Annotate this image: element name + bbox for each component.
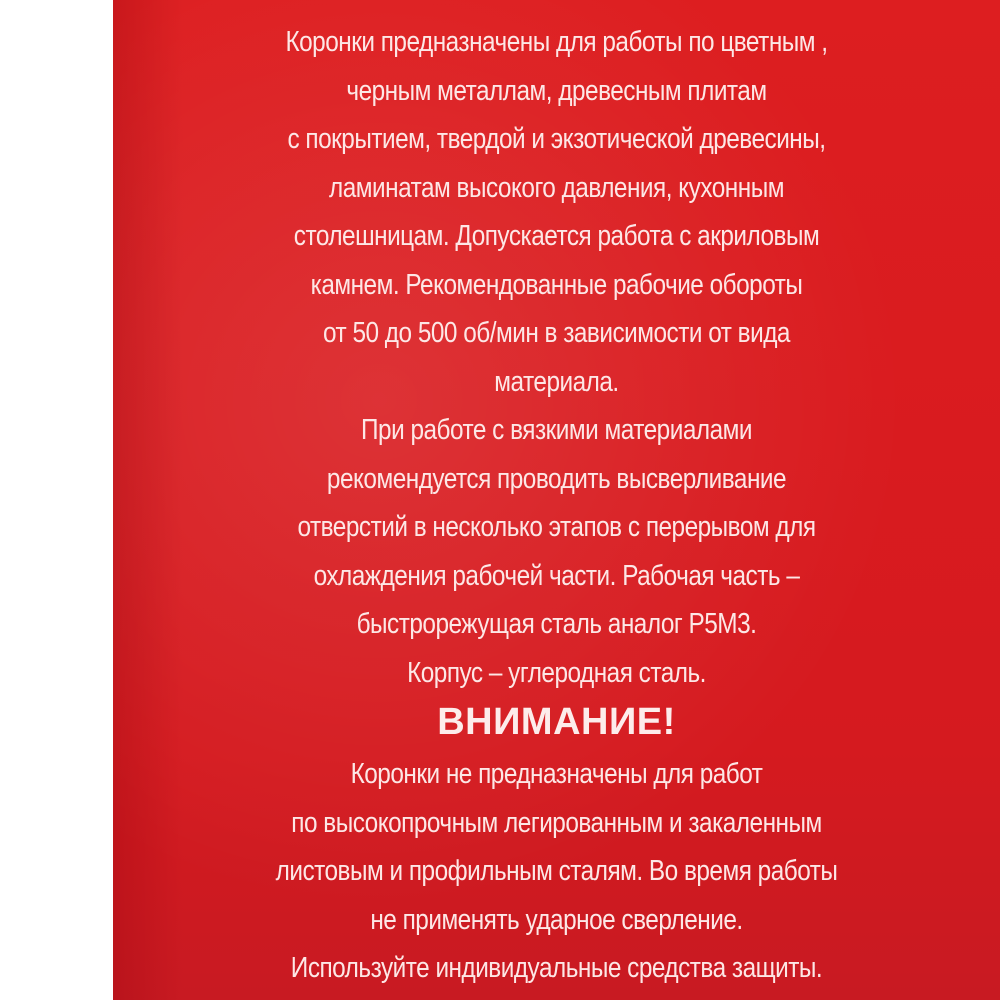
description-line: При работе с вязкими материалами bbox=[361, 414, 752, 446]
description-line: отверстий в несколько этапов с перерывом для bbox=[297, 511, 816, 543]
warning-line: листовым и профильным сталям. Во время работы bbox=[275, 855, 838, 887]
description-line: охлаждения рабочей части. Рабочая часть – bbox=[313, 559, 800, 592]
description-line: камнем. Рекомендованные рабочие обороты bbox=[310, 268, 803, 301]
description-line: быстрорежущая сталь аналог Р5М3. bbox=[356, 608, 757, 640]
description-line: столешницам. Допускается работа с акриловым bbox=[293, 220, 820, 252]
red-label-panel bbox=[113, 0, 1000, 1000]
warning-line: Используйте индивидуальные средства защиты. bbox=[290, 952, 823, 984]
warning-line: по высокопрочным легированным и закаленным bbox=[291, 806, 822, 839]
description-line: Коронки предназначены для работы по цветным , bbox=[285, 26, 828, 58]
description-line: от 50 до 500 об/мин в зависимости от вида bbox=[323, 317, 790, 349]
description-text bbox=[184, 18, 929, 697]
description-line: черным металлам, древесным плитам bbox=[346, 74, 767, 107]
description-line: материала. bbox=[494, 365, 619, 398]
description-line: рекомендуется проводить высверливание bbox=[326, 462, 787, 495]
description-line: с покрытием, твердой и экзотической древесины, bbox=[287, 123, 826, 155]
description-line: Корпус – углеродная сталь. bbox=[407, 656, 706, 689]
warning-text bbox=[184, 750, 929, 993]
description-line: ламинатам высокого давления, кухонным bbox=[329, 171, 784, 204]
warning-line: не применять ударное сверление. bbox=[370, 903, 743, 936]
warning-line: Коронки не предназначены для работ bbox=[350, 758, 763, 790]
warning-title: ВНИМАНИЕ! bbox=[437, 701, 676, 743]
